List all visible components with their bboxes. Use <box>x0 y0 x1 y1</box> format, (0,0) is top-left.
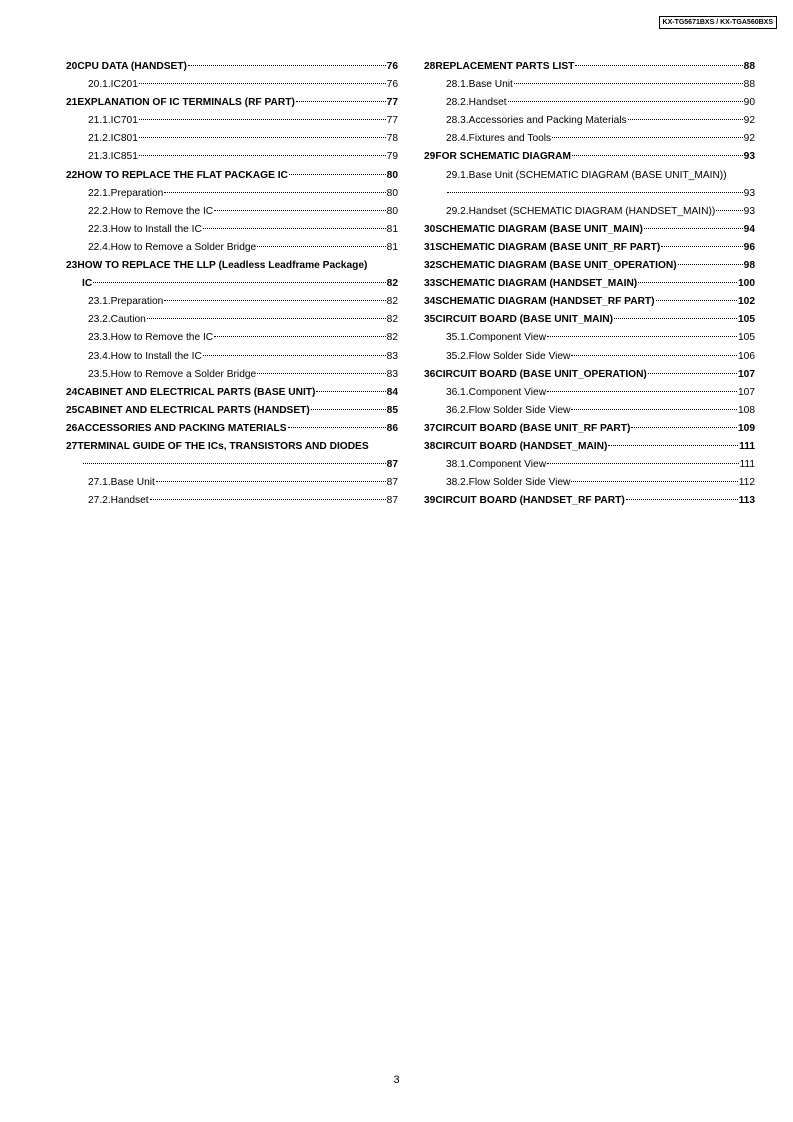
toc-entry[interactable] <box>424 369 755 387</box>
toc-entry[interactable] <box>424 405 755 423</box>
dot-leader <box>214 210 386 211</box>
toc-entry-page: 96 <box>743 241 755 253</box>
toc-entry-title: CIRCUIT BOARD (BASE UNIT_MAIN) <box>435 314 614 326</box>
toc-entry-title: HOW TO REPLACE THE FLAT PACKAGE IC <box>77 169 288 181</box>
toc-entry-page: 92 <box>743 115 755 127</box>
toc-entry-number: 37 <box>424 422 436 434</box>
toc-entry[interactable] <box>66 133 398 151</box>
dot-leader <box>547 336 737 337</box>
toc-entry[interactable] <box>66 188 398 206</box>
toc-entry-page: 88 <box>743 61 755 72</box>
toc-entry-title: Handset (SCHEMATIC DIAGRAM (HANDSET_MAIN)) <box>468 205 716 217</box>
toc-entry-page: 112 <box>738 477 755 489</box>
toc-entry-page: 87 <box>386 477 398 489</box>
toc-entry[interactable] <box>424 351 755 369</box>
dot-leader <box>257 373 385 374</box>
toc-entry-number: 32 <box>424 260 436 272</box>
toc-left-column <box>66 61 398 513</box>
toc-entry-title: SCHEMATIC DIAGRAM (BASE UNIT_RF PART) <box>435 241 661 253</box>
toc-entry[interactable] <box>424 224 755 242</box>
toc-entry-title: SCHEMATIC DIAGRAM (HANDSET_RF PART) <box>435 296 655 308</box>
toc-entry[interactable] <box>424 296 755 314</box>
toc-entry-page: 107 <box>738 368 755 380</box>
toc-entry-title: How to Remove a Solder Bridge <box>110 368 257 380</box>
dot-leader <box>661 246 742 247</box>
toc-entry-title: Caution <box>110 314 146 326</box>
toc-entry-number: 21.1. <box>88 115 111 127</box>
dot-leader <box>571 355 737 356</box>
dot-leader <box>626 499 738 500</box>
toc-entry-number: 24 <box>66 386 78 398</box>
toc-entry-number: 22 <box>66 169 78 181</box>
toc-entry-page: 92 <box>743 133 755 145</box>
dot-leader <box>508 101 743 102</box>
dot-leader <box>156 481 386 482</box>
dot-leader <box>447 192 743 193</box>
dot-leader <box>150 499 386 500</box>
toc-entry-number: 21.2. <box>88 133 111 145</box>
dot-leader <box>203 228 386 229</box>
toc-entry-number: 22.2. <box>88 205 111 217</box>
dot-leader <box>147 318 386 319</box>
toc-entry-title: SCHEMATIC DIAGRAM (BASE UNIT_OPERATION) <box>435 260 677 272</box>
toc-entry-page: 106 <box>738 350 755 362</box>
dot-leader <box>514 83 743 84</box>
toc-entry-title: Component View <box>468 459 547 471</box>
toc-entry-title: EXPLANATION OF IC TERMINALS (RF PART) <box>77 97 295 109</box>
toc-entry-title: CIRCUIT BOARD (BASE UNIT_RF PART) <box>435 422 631 434</box>
dot-leader <box>289 174 386 175</box>
toc-entry-continuation[interactable] <box>424 188 755 206</box>
toc-entry-number: 23.5. <box>88 368 111 380</box>
toc-entry-number: 30 <box>424 223 436 235</box>
toc-entry-number: 27 <box>66 440 78 452</box>
toc-entry-title: IC701 <box>110 115 138 127</box>
toc-entry-title: IC851 <box>110 151 138 163</box>
toc-entry-page: 93 <box>743 151 755 163</box>
toc-entry-page: 111 <box>739 459 755 471</box>
toc-entry[interactable] <box>66 115 398 133</box>
toc-entry-page: 105 <box>738 332 755 344</box>
toc-entry-title: SCHEMATIC DIAGRAM (HANDSET_MAIN) <box>435 278 638 290</box>
toc-entry-title: CPU DATA (HANDSET) <box>77 61 187 72</box>
toc-entry-title: How to Remove the IC <box>110 332 214 344</box>
dot-leader <box>614 318 737 319</box>
toc-entry-page: 80 <box>386 205 398 217</box>
toc-entry-title: IC801 <box>110 133 138 145</box>
dot-leader <box>571 409 737 410</box>
dot-leader <box>572 155 743 156</box>
toc-entry[interactable] <box>66 224 398 242</box>
dot-leader <box>164 300 385 301</box>
toc-entry-number: 29.2. <box>446 205 469 217</box>
toc-entry-page: 76 <box>386 79 398 91</box>
dot-leader <box>83 463 386 464</box>
toc-entry-number: 36.1. <box>446 386 469 398</box>
toc-entry[interactable] <box>66 97 398 115</box>
toc-entry-continuation[interactable] <box>66 459 398 477</box>
toc-entry-number: 28.3. <box>446 115 469 127</box>
dot-leader <box>608 445 738 446</box>
toc-entry-title: Flow Solder Side View <box>468 477 571 489</box>
toc-entry-title: REPLACEMENT PARTS LIST <box>435 61 575 72</box>
toc-entry-number: 33 <box>424 278 436 290</box>
toc-entry[interactable] <box>424 423 755 441</box>
toc-entry[interactable] <box>66 405 398 423</box>
toc-entry-page: 82 <box>386 332 398 344</box>
toc-entry-title: CABINET AND ELECTRICAL PARTS (HANDSET) <box>77 404 310 416</box>
toc-entry-title: SCHEMATIC DIAGRAM (BASE UNIT_MAIN) <box>435 223 643 235</box>
toc-entry-number: 25 <box>66 404 78 416</box>
toc-entry[interactable] <box>66 260 398 278</box>
toc-entry-number: 23.4. <box>88 350 111 362</box>
dot-leader <box>311 409 386 410</box>
toc-entry-number: 27.1. <box>88 477 111 489</box>
toc-right-column <box>424 61 755 513</box>
toc-entry[interactable] <box>66 387 398 405</box>
toc-entry-title: Flow Solder Side View <box>468 350 571 362</box>
toc-entry[interactable] <box>424 206 755 224</box>
toc-entry-number: 23 <box>66 260 78 272</box>
toc-entry[interactable] <box>66 79 398 97</box>
toc-entry-number: 29 <box>424 151 436 163</box>
toc-entry-number: 22.4. <box>88 241 111 253</box>
toc-entry-number: 22.3. <box>88 223 111 235</box>
toc-entry-title: How to Remove a Solder Bridge <box>110 241 257 253</box>
toc-entry[interactable] <box>66 296 398 314</box>
toc-entry-title: Fixtures and Tools <box>468 133 552 145</box>
toc-entry-title: Preparation <box>110 187 164 199</box>
toc-entry-page: 87 <box>386 495 398 507</box>
toc-entry-number: 21 <box>66 97 78 109</box>
dot-leader <box>716 210 742 211</box>
toc-entry-number: 28 <box>424 61 436 72</box>
toc-entry-number: 27.2. <box>88 495 111 507</box>
toc-entry[interactable] <box>424 242 755 260</box>
toc-entry-number: 28.4. <box>446 133 469 145</box>
toc-entry[interactable] <box>424 332 755 350</box>
dot-leader <box>188 65 386 66</box>
toc-entry[interactable] <box>424 133 755 151</box>
toc-entry[interactable] <box>424 314 755 332</box>
toc-entry-number: 20.1. <box>88 79 111 91</box>
dot-leader <box>214 336 386 337</box>
toc-entry-title: How to Install the IC <box>110 223 202 235</box>
toc-entry-title: ACCESSORIES AND PACKING MATERIALS <box>77 422 287 434</box>
toc-entry-title: Handset <box>468 97 507 109</box>
toc-entry-page: 93 <box>743 187 755 199</box>
toc-entry-title: How to Remove the IC <box>110 205 214 217</box>
toc-entry-number: 29.1. <box>446 169 469 181</box>
toc-entry-title: Base Unit <box>468 79 513 91</box>
toc-entry-number: 23.3. <box>88 332 111 344</box>
toc-entry[interactable] <box>424 115 755 133</box>
toc-entry-number: 35.1. <box>446 332 469 344</box>
toc-entry-page: 83 <box>386 350 398 362</box>
dot-leader <box>648 373 737 374</box>
dot-leader <box>638 282 737 283</box>
toc-entry-number: 22.1. <box>88 187 111 199</box>
dot-leader <box>656 300 737 301</box>
toc-entry-title: IC201 <box>110 79 138 91</box>
toc-entry-page: 82 <box>386 278 398 290</box>
toc-entry-title: HOW TO REPLACE THE LLP (Leadless Leadframe Package) <box>77 260 368 272</box>
toc-entry-number: 31 <box>424 241 436 253</box>
toc-entry-title: CIRCUIT BOARD (BASE UNIT_OPERATION) <box>435 368 647 380</box>
dot-leader <box>575 65 742 66</box>
dot-leader <box>316 391 385 392</box>
toc-entry[interactable] <box>66 332 398 350</box>
toc-entry-number: 36 <box>424 368 436 380</box>
dot-leader <box>296 101 386 102</box>
toc-entry[interactable] <box>66 314 398 332</box>
toc-entry-title: Base Unit (SCHEMATIC DIAGRAM (BASE UNIT_MAIN)) <box>468 169 727 181</box>
toc-entry-number: 26 <box>66 422 78 434</box>
dot-leader <box>571 481 737 482</box>
dot-leader <box>547 391 737 392</box>
model-header: KX-TG5671BXS / KX-TGA560BXS <box>659 16 777 29</box>
toc-entry-page: 80 <box>386 169 398 181</box>
toc-entry-number: 20 <box>66 61 78 72</box>
toc-entry-page: 87 <box>386 459 398 471</box>
toc-entry-number: 21.3. <box>88 151 111 163</box>
toc-entry-number: 38.2. <box>446 477 469 489</box>
toc-entry-number: 28.1. <box>446 79 469 91</box>
toc-entry-number: 28.2. <box>446 97 469 109</box>
toc-entry-page: 108 <box>738 404 755 416</box>
toc-entry[interactable] <box>66 423 398 441</box>
toc-entry[interactable] <box>424 79 755 97</box>
dot-leader <box>203 355 386 356</box>
toc-entry-title: How to Install the IC <box>110 350 202 362</box>
toc-entry-number: 35.2. <box>446 350 469 362</box>
toc-entry-number: 39 <box>424 495 436 507</box>
dot-leader <box>288 427 386 428</box>
toc-entry-page: 79 <box>386 151 398 163</box>
toc-entry[interactable] <box>424 97 755 115</box>
toc-entry[interactable] <box>424 278 755 296</box>
dot-leader <box>164 192 385 193</box>
toc-entry-page: 100 <box>738 278 755 290</box>
dot-leader <box>547 463 738 464</box>
toc-entry[interactable] <box>66 495 398 513</box>
toc-entry-continuation[interactable] <box>66 278 398 296</box>
toc-entry-page: 83 <box>386 368 398 380</box>
toc-entry-page: 102 <box>738 296 755 308</box>
toc-entry[interactable] <box>424 260 755 278</box>
toc-entry-number: 36.2. <box>446 404 469 416</box>
toc-entry-page: 109 <box>738 422 755 434</box>
toc-entry-page: 81 <box>386 223 398 235</box>
toc-entry-number: 38 <box>424 440 436 452</box>
toc-entry[interactable] <box>424 477 755 495</box>
toc-entry-page: 81 <box>386 241 398 253</box>
dot-leader <box>139 137 386 138</box>
toc-entry-page: 80 <box>386 187 398 199</box>
toc-entry[interactable] <box>66 477 398 495</box>
dot-leader <box>631 427 737 428</box>
toc-entry-title: CABINET AND ELECTRICAL PARTS (BASE UNIT) <box>77 386 316 398</box>
toc-entry-title: TERMINAL GUIDE OF THE ICs, TRANSISTORS AND DIODES <box>77 440 369 452</box>
toc-entry[interactable] <box>66 242 398 260</box>
toc-entry-number: 38.1. <box>446 459 469 471</box>
toc-entry-page: 86 <box>386 422 398 434</box>
toc-entry-title: Base Unit <box>110 477 155 489</box>
toc-entry-number: 23.1. <box>88 296 111 308</box>
dot-leader <box>139 155 386 156</box>
toc-entry-title: FOR SCHEMATIC DIAGRAM <box>435 151 571 163</box>
toc-entry-title: CIRCUIT BOARD (HANDSET_RF PART) <box>435 495 625 507</box>
toc-entry-page: 88 <box>743 79 755 91</box>
toc-entry[interactable] <box>424 170 755 188</box>
dot-leader <box>644 228 743 229</box>
toc-entry-page: 113 <box>738 495 755 507</box>
toc-entry[interactable] <box>66 351 398 369</box>
toc-entry-page: 76 <box>386 61 398 72</box>
dot-leader <box>678 264 743 265</box>
toc-entry-page: 111 <box>739 440 755 452</box>
toc-entry-title: Handset <box>110 495 149 507</box>
toc-entry-title: CIRCUIT BOARD (HANDSET_MAIN) <box>435 440 608 452</box>
toc-entry-page: 107 <box>738 386 755 398</box>
page-number: 3 <box>393 1074 400 1086</box>
toc-entry-page: 90 <box>743 97 755 109</box>
toc-entry-page: 93 <box>743 205 755 217</box>
toc-entry-page: 105 <box>738 314 755 326</box>
toc-entry[interactable] <box>424 495 755 513</box>
toc-entry-page: 84 <box>386 386 398 398</box>
toc-entry-title: Preparation <box>110 296 164 308</box>
toc-entry-page: 82 <box>386 296 398 308</box>
toc-entry-number: 34 <box>424 296 436 308</box>
dot-leader <box>552 137 743 138</box>
toc-entry-page: 77 <box>386 115 398 127</box>
toc-entry-page: 77 <box>386 97 398 109</box>
toc-entry-page: 82 <box>386 314 398 326</box>
toc-entry-number: 35 <box>424 314 436 326</box>
dot-leader <box>139 83 386 84</box>
dot-leader <box>257 246 385 247</box>
toc-entry[interactable] <box>66 206 398 224</box>
toc-entry[interactable] <box>66 441 398 459</box>
toc-entry-title: Component View <box>468 386 547 398</box>
toc-entry-page: 85 <box>386 404 398 416</box>
toc-entry[interactable] <box>66 151 398 169</box>
dot-leader <box>628 119 743 120</box>
dot-leader <box>93 282 385 283</box>
dot-leader <box>139 119 386 120</box>
toc-entry-page: 78 <box>386 133 398 145</box>
toc-entry[interactable] <box>424 459 755 477</box>
toc-entry[interactable] <box>66 61 398 79</box>
toc-entry-number: 23.2. <box>88 314 111 326</box>
toc-entry[interactable] <box>424 441 755 459</box>
toc-entry-page: 94 <box>743 223 755 235</box>
toc-entry-title: Flow Solder Side View <box>468 404 571 416</box>
toc-entry-title: Accessories and Packing Materials <box>468 115 627 127</box>
toc-entry[interactable] <box>424 151 755 169</box>
toc-entry-title: Component View <box>468 332 547 344</box>
toc-entry-page: 98 <box>743 260 755 272</box>
toc-entry-title-cont: IC <box>82 278 93 290</box>
toc-entry[interactable] <box>66 170 398 188</box>
toc-entry[interactable] <box>424 61 755 79</box>
toc-entry[interactable] <box>66 369 398 387</box>
toc-entry[interactable] <box>424 387 755 405</box>
